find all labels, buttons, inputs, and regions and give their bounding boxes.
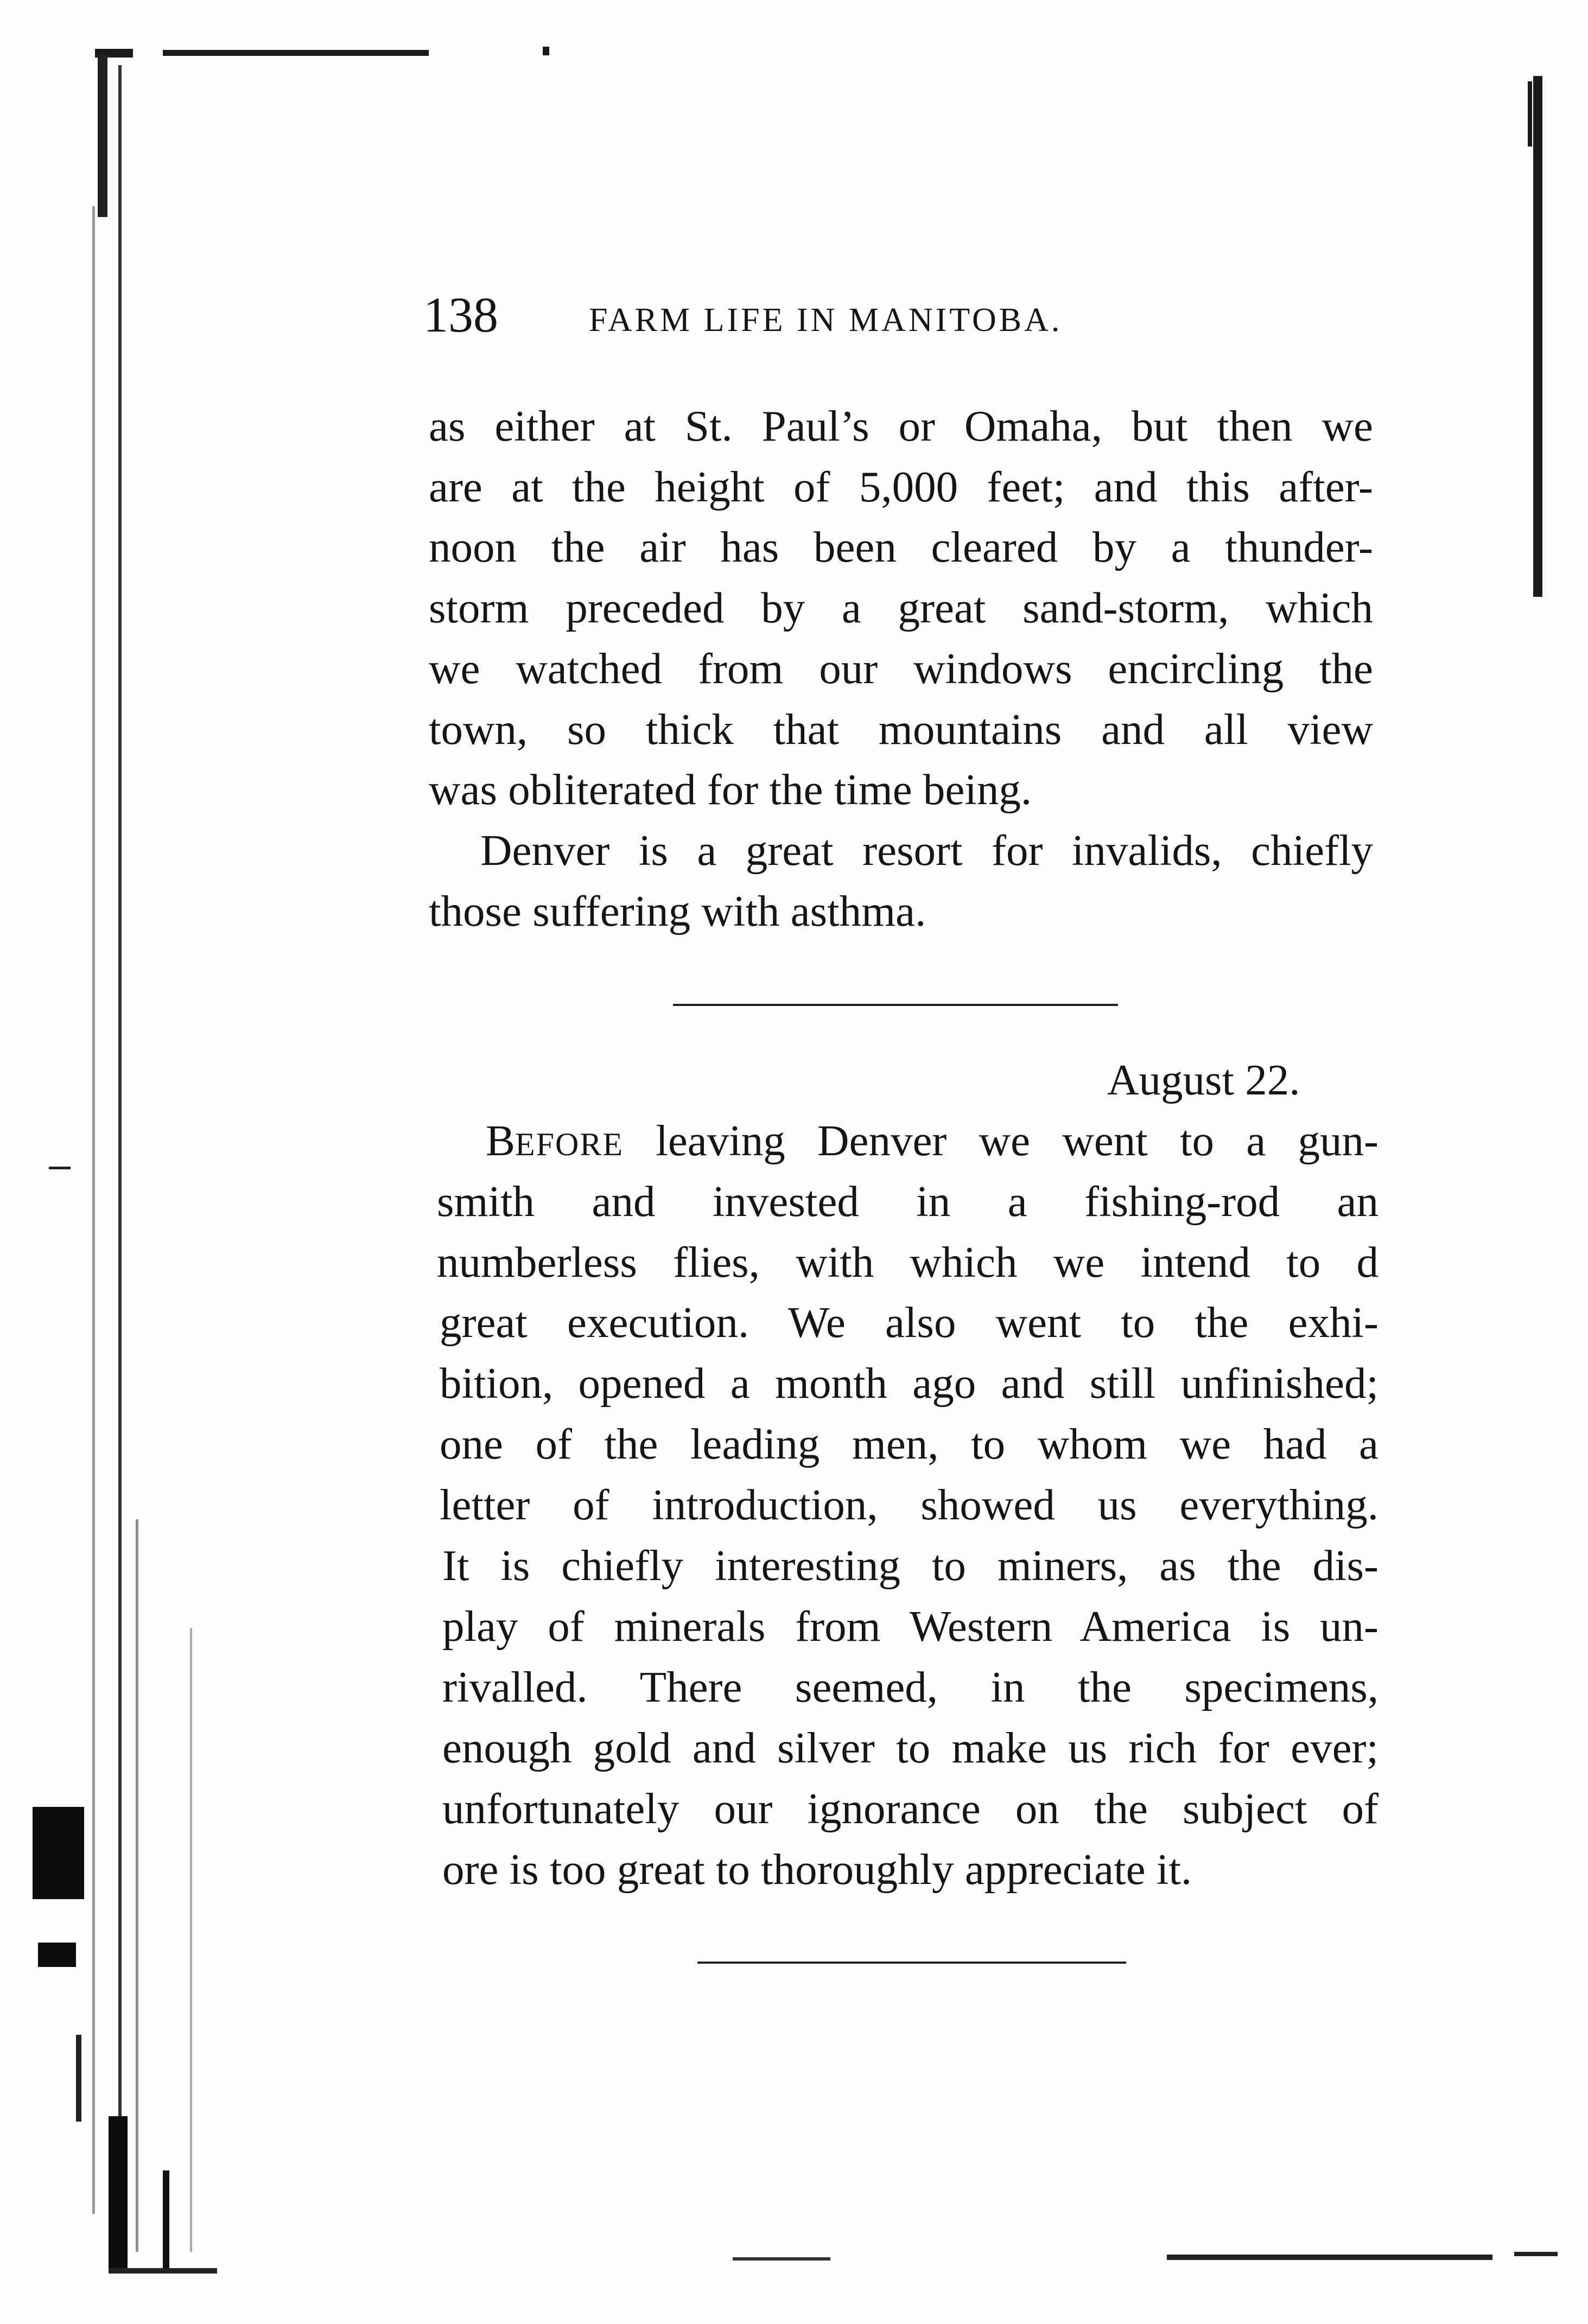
first-line-rest: leaving Denver we went to a gun- [624,1116,1379,1165]
running-header [423,282,1379,358]
text-line: ore is too great to thoroughly appreciate it. [442,1845,1192,1894]
text-line: enough gold and silver to make us rich for ever; [442,1723,1379,1772]
text-line: rivalled. There seemed, in the specimens, [442,1663,1379,1711]
top-edge-mark [95,47,549,58]
text-line: numberless flies, with which we intend to d [437,1238,1379,1287]
text-line: letter of introduction, showed us everything. [440,1480,1379,1529]
text-line: was obliterated for the time being. [429,765,1032,814]
entry-date: August 22. [1107,1055,1300,1104]
text-line: unfortunately our ignorance on the subject of [442,1784,1379,1833]
text-line: town, so thick that mountains and all view [429,705,1373,754]
text-line: we watched from our windows encircling the [429,644,1373,693]
text-line: smith and invested in a fishing-rod an [437,1177,1379,1226]
running-title: FARM LIFE IN MANITOBA. [589,302,1063,339]
text-line [486,1113,1379,1171]
drop-word-initial: B [486,1116,516,1165]
end-divider [697,1962,1126,1964]
text-line: bition, opened a month ago and still unfinished; [440,1359,1379,1408]
text-line: great execution. We also went to the exhi- [440,1298,1379,1347]
text-line: It is chiefly interesting to miners, as the dis- [442,1541,1379,1590]
text-line: Denver is a great resort for invalids, chiefly [480,826,1373,875]
left-binding-edge [33,54,217,2274]
text-line: are at the height of 5,000 feet; and this after- [429,462,1373,511]
text-line: noon the air has been cleared by a thunder- [429,523,1373,571]
text-line: one of the leading men, to whom we had a [440,1419,1379,1468]
text-line: as either at St. Paul’s or Omaha, but then we [429,402,1373,450]
drop-word-rest: EFORE [515,1126,624,1162]
text-line: storm preceded by a great sand-storm, which [429,583,1373,632]
bottom-edge-marks [733,2252,1558,2261]
page-number: 138 [423,287,498,342]
text-line: play of minerals from Western America is un- [442,1602,1379,1651]
right-edge-line [1528,76,1542,597]
section-divider [673,1004,1118,1006]
text-line: those suffering with asthma. [429,887,926,935]
